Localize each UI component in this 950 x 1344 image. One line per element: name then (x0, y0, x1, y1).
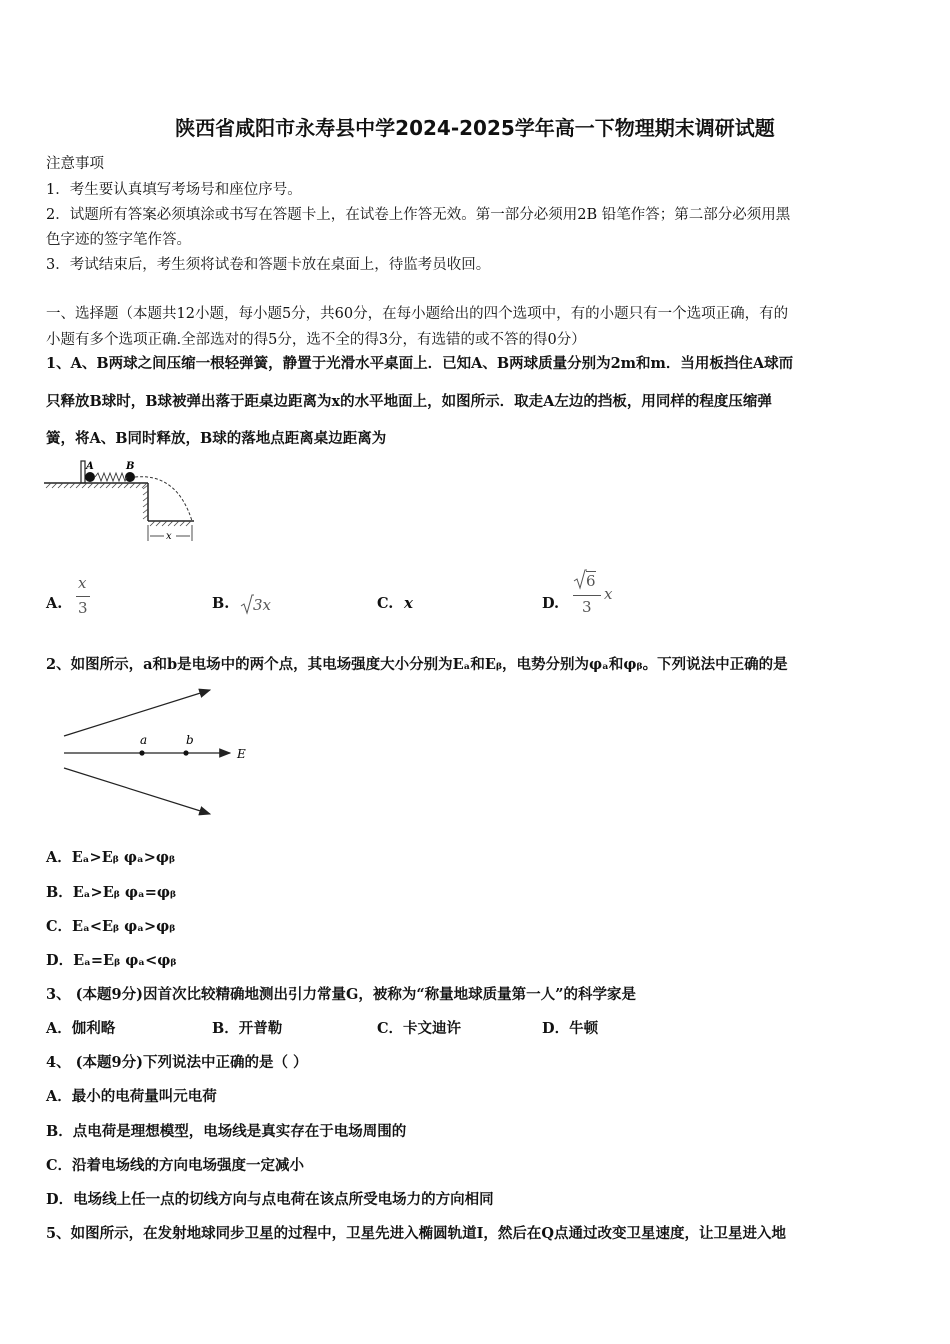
q2-field-figure (60, 684, 260, 819)
q3-line-1: 3、 (本题9分)因首次比较精确地测出引力常量G，被称为“称量地球质量第一人”的科学家是 (46, 986, 637, 1003)
point-a (139, 750, 144, 755)
q1-option-d-numerator: 6 (586, 572, 596, 590)
notice-item-2-line-2: 色字迹的签字笔作答。 (46, 232, 191, 248)
q1-option-d-label: D. (542, 595, 560, 612)
q2-line-1: 2、如图所示，a和b是电场中的两个点，其电场强度大小分别为Eₐ和Eᵦ，电势分别为φₐ和φᵦ。下列说法中正确的是 (46, 656, 788, 673)
q1-option-c-value: x (404, 594, 413, 612)
q2-option-b: B．Eₐ>Eᵦ φₐ=φᵦ (46, 884, 177, 901)
q2-option-c: C．Eₐ<Eᵦ φₐ>φᵦ (46, 918, 176, 935)
spring (95, 473, 127, 481)
label-x: x (166, 531, 172, 542)
q1-spring-figure (42, 455, 207, 545)
notice-item-3: 3．考试结束后，考生须将试卷和答题卡放在桌面上，待监考员收回。 (46, 257, 491, 273)
notice-item-2-line-1: 2．试题所有答案必须填涂或书写在答题卡上，在试卷上作答无效。第一部分必须用2B 铅笔作答；第二部分必须用黑 (46, 207, 791, 223)
q2-option-d: D．Eₐ=Eᵦ φₐ<φᵦ (46, 952, 177, 969)
q1-option-a-denominator: 3 (78, 599, 88, 617)
field-line-bottom (64, 768, 210, 814)
notice-heading: 注意事项 (46, 156, 104, 172)
q1-option-d-sqrt-sign (573, 568, 587, 590)
stop-plate (81, 461, 85, 483)
ball-a (85, 472, 95, 482)
q1-option-a-label: A. (46, 595, 63, 612)
q2-option-a: A．Eₐ>Eᵦ φₐ>φᵦ (46, 849, 176, 866)
q1-option-a-fraction-bar (76, 596, 90, 597)
q4-option-d: D．电场线上任一点的切线方向与点电荷在该点所受电场力的方向相同 (46, 1191, 494, 1208)
q1-option-b-sqrt-sign (240, 593, 254, 615)
q4-option-b: B．点电荷是理想模型，电场线是真实存在于电场周围的 (46, 1123, 407, 1140)
notice-item-1: 1．考生要认真填写考场号和座位序号。 (46, 182, 302, 198)
label-point-a: a (140, 733, 148, 747)
section-intro-line-2: 小题有多个选项正确.全部选对的得5分，选不全的得3分，有选错的或不答的得0分） (46, 332, 586, 348)
field-line-top (64, 690, 210, 736)
q3-option-a: A．伽利略 (46, 1020, 116, 1037)
page-title: 陕西省咸阳市永寿县中学2024-2025学年高一下物理期末调研试题 (175, 116, 775, 140)
label-field-e: E (237, 747, 246, 761)
point-b (183, 750, 188, 755)
q3-option-d: D．牛顿 (542, 1020, 599, 1037)
section-intro-line-1: 一、选择题（本题共12小题，每小题5分，共60分，在每小题给出的四个选项中，有的小题只有一个选项正确，有的 (46, 306, 789, 322)
q1-option-b-value: 3x (253, 596, 272, 614)
q3-option-b: B．开普勒 (212, 1020, 283, 1037)
q4-option-a: A．最小的电荷量叫元电荷 (46, 1088, 217, 1105)
q3-option-c: C．卡文迪许 (377, 1020, 462, 1037)
q1-option-c-label: C. (377, 595, 394, 612)
q1-option-d-fraction-bar (573, 595, 601, 596)
q1-option-d-variable: x (604, 585, 613, 603)
label-b: B (126, 461, 135, 472)
q1-line-1: 1、A、B两球之间压缩一根轻弹簧，静置于光滑水平桌面上．已知A、B两球质量分别为2m和m．当用板挡住A球而 (46, 355, 794, 372)
q4-line-1: 4、 (本题9分)下列说法中正确的是（ ） (46, 1054, 308, 1071)
q1-option-a-numerator: x (78, 574, 87, 592)
q1-option-d-denominator: 3 (582, 598, 592, 616)
q4-option-c: C．沿着电场线的方向电场强度一定减小 (46, 1157, 305, 1174)
label-point-b: b (186, 733, 194, 747)
q1-option-b-label: B. (212, 595, 230, 612)
q1-line-3: 簧，将A、B同时释放，B球的落地点距离桌边距离为 (46, 430, 387, 447)
q5-line-1: 5、如图所示，在发射地球同步卫星的过程中，卫星先进入椭圆轨道Ⅰ，然后在Q点通过改变卫星速度，让卫星进入地 (46, 1225, 786, 1242)
label-a: A (86, 461, 94, 472)
q1-line-2: 只释放B球时，B球被弹出落于距桌边距离为x的水平地面上，如图所示．取走A左边的挡板，用同样的程度压缩弹 (46, 393, 772, 410)
